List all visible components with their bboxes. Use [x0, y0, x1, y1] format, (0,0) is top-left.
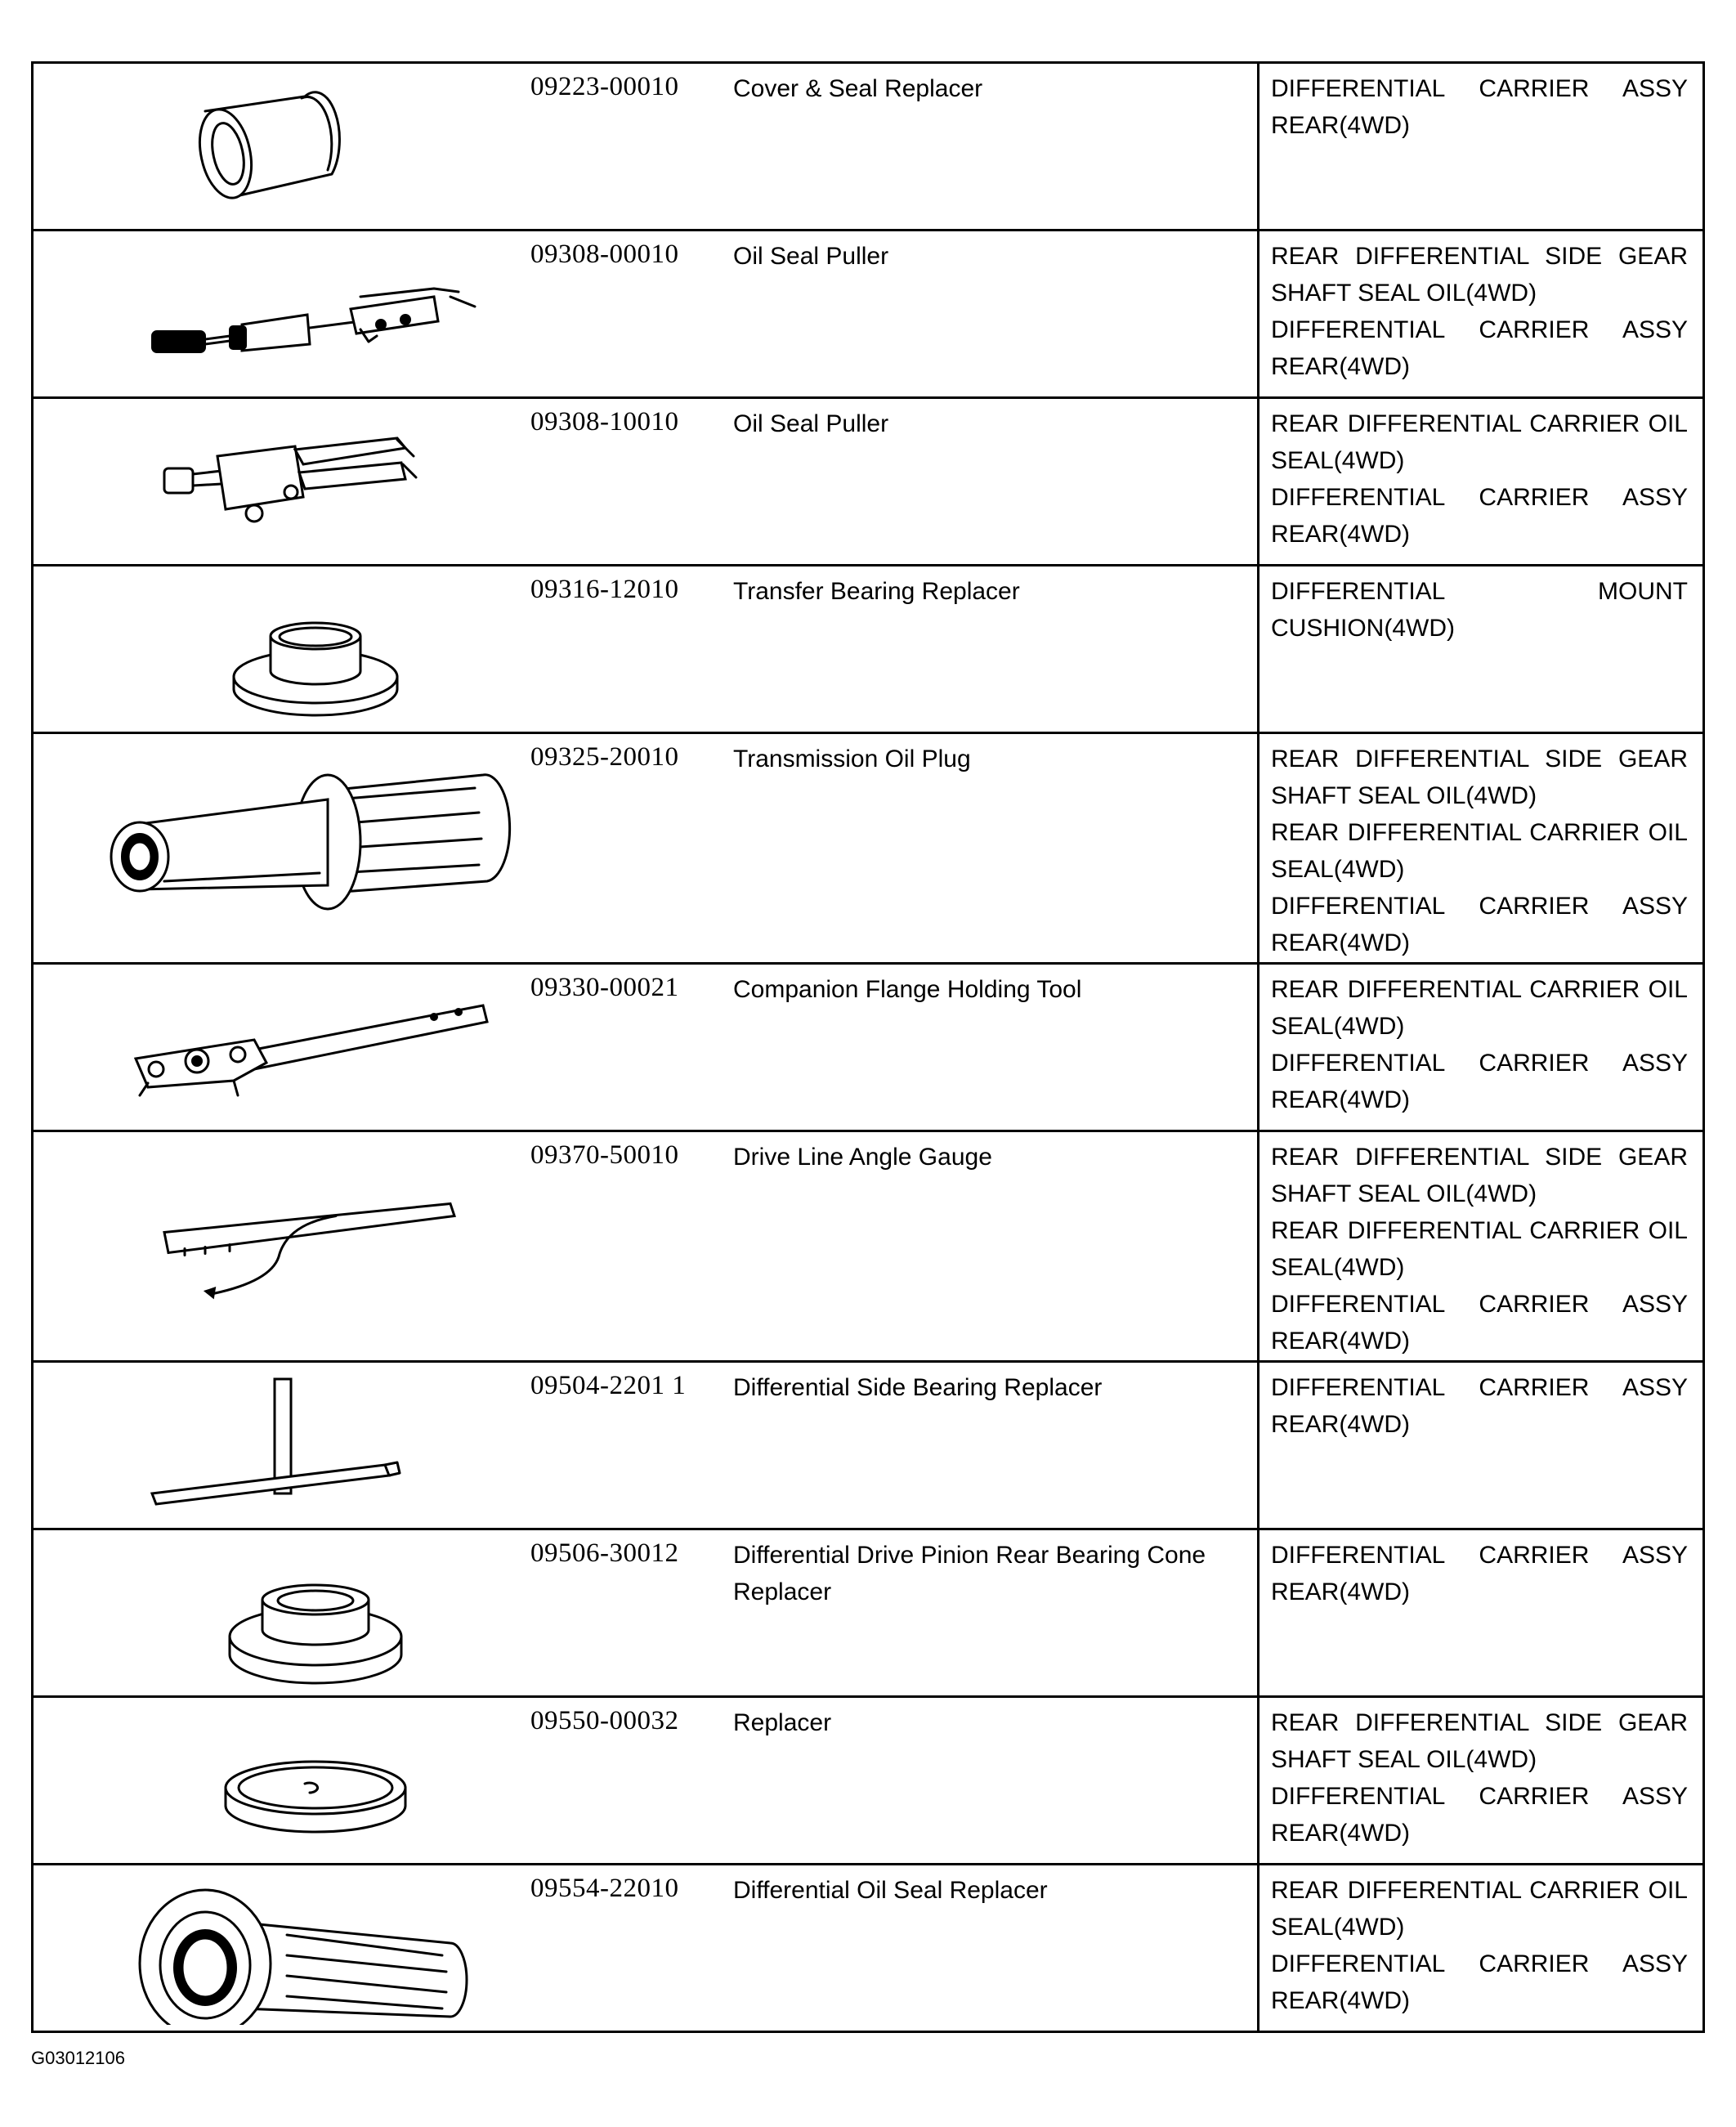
special-service-tools-table [31, 61, 1705, 2033]
usage-cell [1259, 566, 1704, 733]
usage-cell [1259, 1131, 1704, 1362]
usage-line: SEAL(4WD) [1271, 1013, 1405, 1040]
part-number: 09330-00021 [530, 973, 679, 1002]
usage-line: REAR DIFFERENTIAL CARRIER OIL [1271, 1877, 1688, 1904]
usage-line: REAR(4WD) [1271, 1328, 1410, 1355]
part-number: 09506-30012 [530, 1538, 679, 1568]
usage-line: SEAL(4WD) [1271, 856, 1405, 883]
flanged-ring-icon [91, 575, 516, 726]
part-number: 09308-10010 [530, 407, 679, 437]
tool-name: Transfer Bearing Replacer [733, 578, 1020, 605]
usage-line: DIFFERENTIAL CARRIER ASSY [1271, 75, 1688, 102]
tool-name: Transmission Oil Plug [733, 746, 971, 772]
usage-line: SEAL(4WD) [1271, 1914, 1405, 1941]
tool-cell [33, 1697, 1259, 1865]
usage-line: REAR(4WD) [1271, 1820, 1410, 1847]
tool-name: Drive Line Angle Gauge [733, 1144, 992, 1171]
usage-cell [1259, 964, 1704, 1131]
usage-cell [1259, 1865, 1704, 2032]
tool-name: Differential Side Bearing Replacer [733, 1374, 1103, 1401]
flange-holding-bar-icon [91, 973, 516, 1124]
tool-row [33, 231, 1704, 398]
tool-name: Replacer [733, 1709, 832, 1736]
part-number: 09325-20010 [530, 742, 679, 772]
tool-cell [33, 1865, 1259, 2032]
usage-line: DIFFERENTIAL CARRIER ASSY [1271, 1542, 1688, 1569]
tool-cell [33, 1529, 1259, 1697]
tool-cell [33, 733, 1259, 964]
angle-gauge-icon [91, 1140, 516, 1345]
usage-line: REAR DIFFERENTIAL SIDE GEAR [1271, 1144, 1688, 1171]
l-bar-icon [91, 1371, 516, 1522]
tool-cell [33, 398, 1259, 566]
tool-cell [33, 231, 1259, 398]
part-number: 09550-00032 [530, 1706, 679, 1735]
tool-row [33, 1697, 1704, 1865]
tool-row [33, 964, 1704, 1131]
part-number: 09308-00010 [530, 240, 679, 269]
tool-row [33, 1131, 1704, 1362]
tool-row [33, 398, 1704, 566]
usage-cell [1259, 398, 1704, 566]
cylinder-sleeve-icon [91, 72, 516, 223]
usage-line: DIFFERENTIAL CARRIER ASSY [1271, 893, 1688, 920]
usage-line: DIFFERENTIAL CARRIER ASSY [1271, 1950, 1688, 1977]
usage-line: REAR DIFFERENTIAL SIDE GEAR [1271, 243, 1688, 270]
tool-name: Companion Flange Holding Tool [733, 976, 1082, 1003]
claw-puller-icon [91, 407, 516, 558]
tool-cell [33, 1131, 1259, 1362]
tool-cell [33, 964, 1259, 1131]
tool-row [33, 733, 1704, 964]
tool-name: Oil Seal Puller [733, 410, 889, 437]
tool-row [33, 566, 1704, 733]
stepped-ring-icon [91, 1538, 516, 1690]
usage-line: SEAL(4WD) [1271, 1254, 1405, 1281]
tool-name: Cover & Seal Replacer [733, 75, 983, 102]
disc-plate-icon [91, 1706, 516, 1857]
usage-line: SHAFT SEAL OIL(4WD) [1271, 1180, 1537, 1207]
usage-line: REAR DIFFERENTIAL SIDE GEAR [1271, 746, 1688, 772]
usage-line: REAR(4WD) [1271, 1086, 1410, 1113]
usage-line: REAR DIFFERENTIAL SIDE GEAR [1271, 1709, 1688, 1736]
usage-cell [1259, 1697, 1704, 1865]
usage-cell [1259, 63, 1704, 231]
usage-line: REAR(4WD) [1271, 112, 1410, 139]
oil-plug-icon [91, 742, 516, 947]
part-number: 09370-50010 [530, 1140, 679, 1170]
usage-line: REAR(4WD) [1271, 1411, 1410, 1438]
tool-row [33, 1865, 1704, 2032]
usage-line: REAR(4WD) [1271, 1578, 1410, 1605]
usage-line: DIFFERENTIAL CARRIER ASSY [1271, 484, 1688, 511]
usage-cell [1259, 1362, 1704, 1529]
usage-cell [1259, 1529, 1704, 1697]
usage-line: REAR(4WD) [1271, 1987, 1410, 2014]
usage-line: REAR DIFFERENTIAL CARRIER OIL [1271, 410, 1688, 437]
tool-row [33, 1362, 1704, 1529]
tool-name: Differential Drive Pinion Rear Bearing Cone Replacer [733, 1542, 1206, 1605]
usage-line: SHAFT SEAL OIL(4WD) [1271, 782, 1537, 809]
seal-driver-icon [91, 1874, 516, 2025]
usage-line: SHAFT SEAL OIL(4WD) [1271, 1746, 1537, 1773]
usage-line: DIFFERENTIAL CARRIER ASSY [1271, 1783, 1688, 1810]
usage-line: REAR(4WD) [1271, 353, 1410, 380]
part-number: 09504-2201 1 [530, 1371, 687, 1400]
part-number: 09223-00010 [530, 72, 679, 101]
usage-line: REAR DIFFERENTIAL CARRIER OIL [1271, 976, 1688, 1003]
usage-line: DIFFERENTIAL CARRIER ASSY [1271, 1050, 1688, 1077]
tool-name: Oil Seal Puller [733, 243, 889, 270]
usage-line: REAR(4WD) [1271, 929, 1410, 956]
usage-line: SHAFT SEAL OIL(4WD) [1271, 280, 1537, 307]
usage-cell [1259, 231, 1704, 398]
usage-line: SEAL(4WD) [1271, 447, 1405, 474]
usage-line: DIFFERENTIAL CARRIER ASSY [1271, 1374, 1688, 1401]
slide-hammer-puller-icon [91, 240, 516, 391]
usage-line: CUSHION(4WD) [1271, 615, 1455, 642]
usage-cell [1259, 733, 1704, 964]
tool-cell [33, 566, 1259, 733]
usage-line: DIFFERENTIAL CARRIER ASSY [1271, 1291, 1688, 1318]
usage-line: REAR DIFFERENTIAL CARRIER OIL [1271, 819, 1688, 846]
tool-row [33, 63, 1704, 231]
usage-line: REAR DIFFERENTIAL CARRIER OIL [1271, 1217, 1688, 1244]
part-number: 09554-22010 [530, 1874, 679, 1903]
tool-cell [33, 63, 1259, 231]
tool-cell [33, 1362, 1259, 1529]
tool-row [33, 1529, 1704, 1697]
usage-line: DIFFERENTIAL CARRIER ASSY [1271, 316, 1688, 343]
usage-line: REAR(4WD) [1271, 521, 1410, 548]
usage-line: DIFFERENTIAL MOUNT [1271, 578, 1688, 605]
tool-name: Differential Oil Seal Replacer [733, 1877, 1048, 1904]
figure-code: G03012106 [31, 2048, 125, 2068]
part-number: 09316-12010 [530, 575, 679, 604]
